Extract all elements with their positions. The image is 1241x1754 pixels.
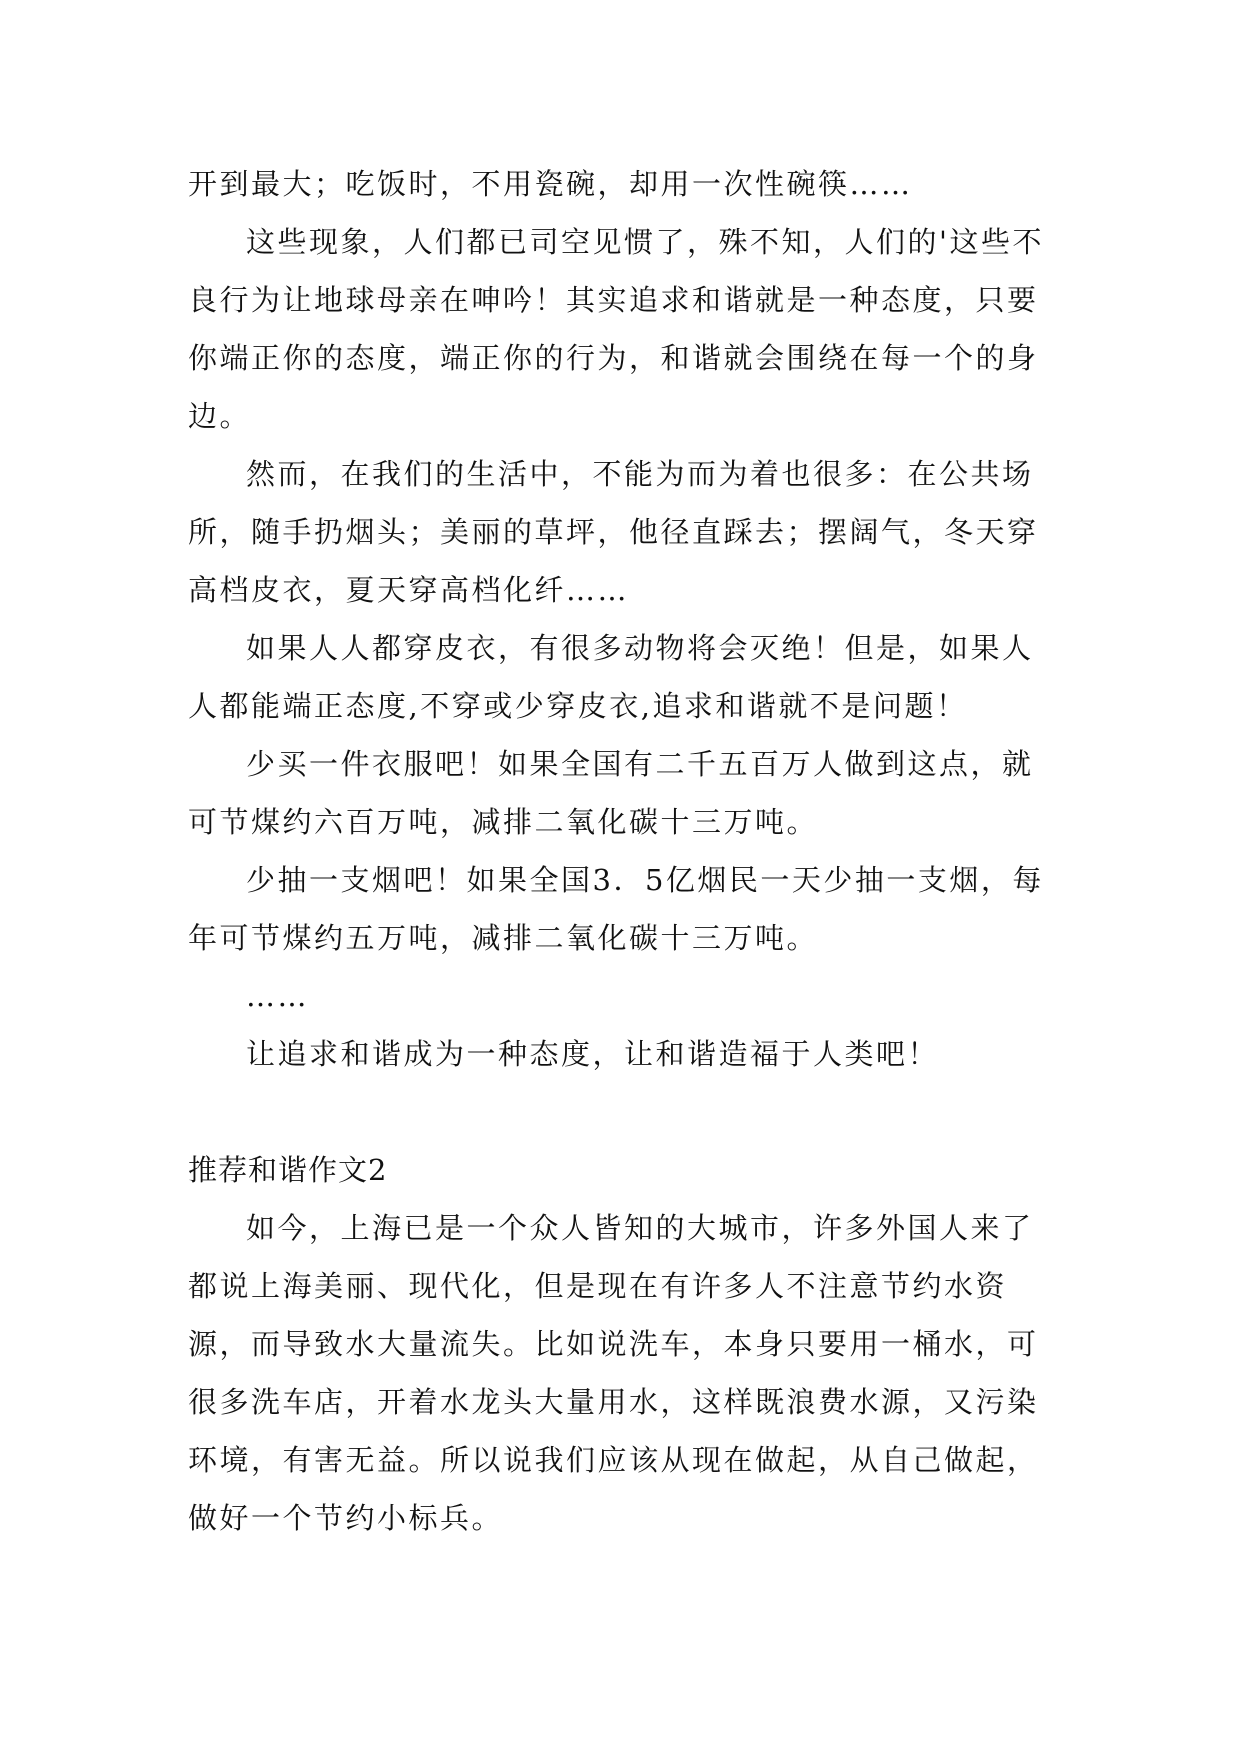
section-heading: 推荐和谐作文2 (188, 1153, 388, 1187)
paragraph: 少买一件衣服吧！如果全国有二千五百万人做到这点，就可节煤约六百万吨，减排二氧化碳十三万吨。 (188, 747, 1034, 839)
paragraph: 这些现象，人们都已司空见惯了，殊不知，人们的'这些不良行为让地球母亲在呻吟！其实追求和谐就是一种态度，只要你端正你的态度，端正你的行为，和谐就会围绕在每一个的身边。 (188, 225, 1044, 433)
document-body (188, 155, 1058, 1547)
paragraph-continuation: 开到最大；吃饭时，不用瓷碗，却用一次性碗筷…… (188, 167, 913, 201)
paragraph: 让追求和谐成为一种态度，让和谐造福于人类吧！ (246, 1037, 940, 1071)
paragraph: 少抽一支烟吧！如果全国3．5亿烟民一天少抽一支烟，每年可节煤约五万吨，减排二氧化碳十三万吨。 (188, 863, 1044, 955)
paragraph-ellipsis: …… (246, 979, 309, 1013)
paragraph: 然而，在我们的生活中，不能为而为着也很多：在公共场所，随手扔烟头；美丽的草坪，他径直踩去；摆阔气，冬天穿高档皮衣，夏天穿高档化纤…… (188, 457, 1039, 607)
paragraph: 如果人人都穿皮衣，有很多动物将会灭绝！但是，如果人人都能端正态度,不穿或少穿皮衣,追求和谐就不是问题！ (188, 631, 1034, 723)
paragraph: 如今，上海已是一个众人皆知的大城市，许多外国人来了都说上海美丽、现代化，但是现在有许多人不注意节约水资源，而导致水大量流失。比如说洗车，本身只要用一桶水，可很多洗车店，开着水龙头大量用水，这样既浪费水源，又污染环境，有害无益。所以说我们应该从现在做起，从自己做起，做好一个节约小标兵。 (188, 1211, 1039, 1535)
